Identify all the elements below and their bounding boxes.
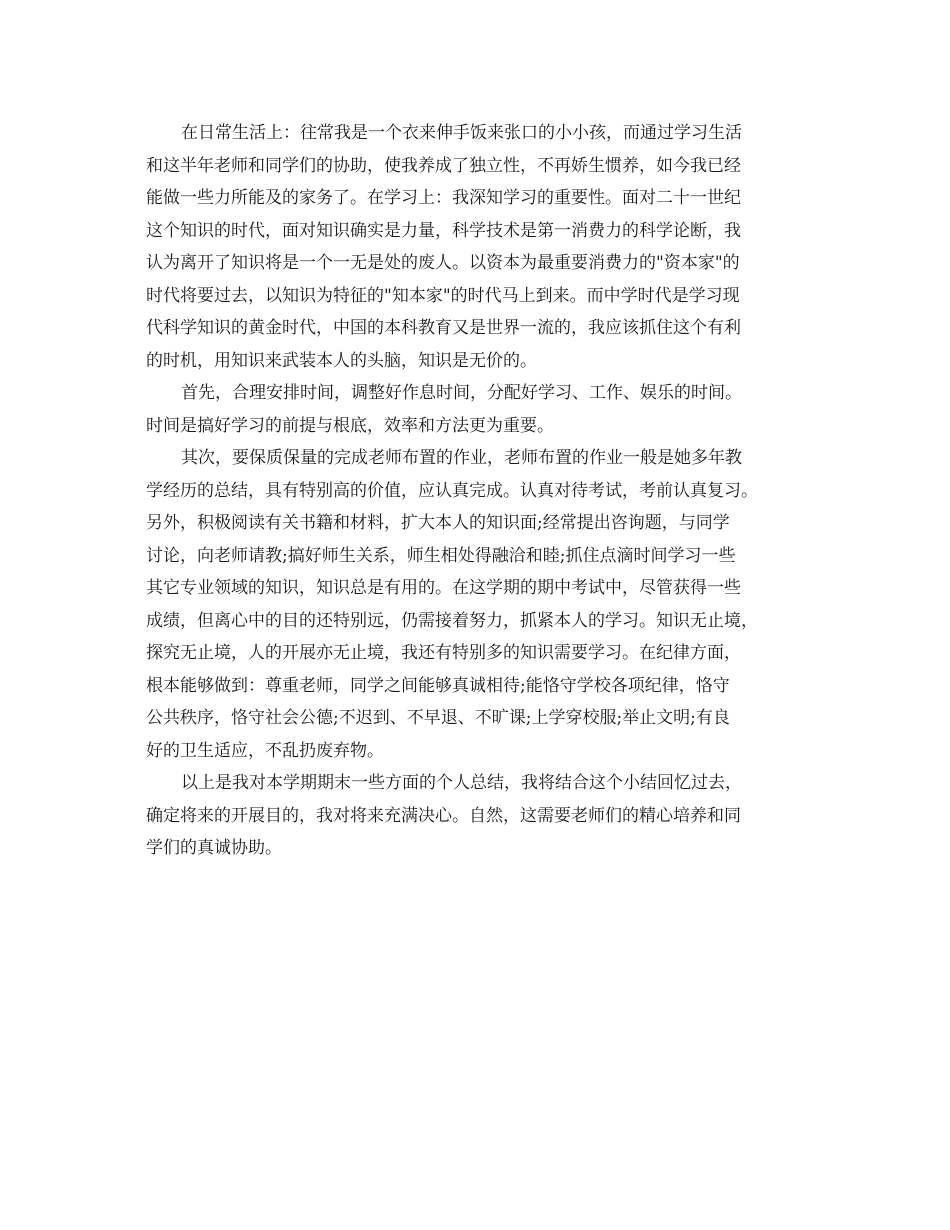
text-line: 在日常生活上：往常我是一个衣来伸手饭来张口的小小孩，而通过学习生活: [181, 123, 742, 143]
text-line: 时代将要过去，以知识为特征的"知本家"的时代马上到来。而中学时代是学习现: [146, 285, 740, 306]
text-line: 学经历的总结，具有特别高的价值，应认真完成。认真对待考试，考前认真复习。: [146, 480, 758, 501]
text-line: 另外，积极阅读有关书籍和材料，扩大本人的知识面;经常提出咨询题，与同学: [146, 513, 730, 533]
text-line: 根本能够做到：尊重老师，同学之间能够真诚相待;能恪守学校各项纪律，恪守: [146, 675, 730, 696]
text-line: 公共秩序，恪守社会公德;不迟到、不早退、不旷课;上学穿校服;举止文明;有良: [146, 708, 730, 728]
text-line: 认为离开了知识将是一个一无是处的废人。以资本为最重要消费力的"资本家"的: [146, 253, 740, 273]
text-line: 其次，要保质保量的完成老师布置的作业，老师布置的作业一般是她多年教: [181, 448, 742, 468]
text-line: 这个知识的时代，面对知识确实是力量，科学技术是第一消费力的科学论断，我: [146, 220, 741, 241]
paragraph-time-management: [146, 377, 814, 442]
text-line: 时间是搞好学习的前提与根底，效率和方法更为重要。: [146, 415, 554, 436]
text-line: 学们的真诚协助。: [146, 838, 282, 858]
text-line: 首先，合理安排时间，调整好作息时间，分配好学习、工作、娱乐的时间。: [181, 383, 742, 403]
text-line: 成绩，但离心中的目的还特别远，仍需接着努力，抓紧本人的学习。知识无止境，: [146, 610, 758, 631]
paragraph-homework-discipline: [146, 442, 814, 767]
text-line: 确定将来的开展目的，我对将来充满决心。自然，这需要老师们的精心培养和同: [146, 805, 741, 826]
text-line: 讨论，向老师请教;搞好师生关系，师生相处得融洽和睦;抓住点滴时间学习一些: [146, 545, 736, 566]
text-line: 和这半年老师和同学们的协助，使我养成了独立性，不再娇生惯养，如今我已经: [146, 155, 741, 176]
text-line: 其它专业领域的知识，知识总是有用的。在这学期的期中考试中，尽管获得一些: [146, 578, 741, 598]
text-line: 好的卫生适应，不乱扔废弃物。: [146, 740, 384, 761]
document-body: [146, 117, 814, 865]
text-line: 的时机，用知识来武装本人的头脑，知识是无价的。: [146, 350, 537, 371]
text-line: 能做一些力所能及的家务了。在学习上：我深知学习的重要性。面对二十一世纪: [146, 188, 741, 208]
paragraph-daily-life: [146, 117, 814, 377]
text-line: 代科学知识的黄金时代，中国的本科教育又是世界一流的，我应该抓住这个有利: [146, 318, 741, 338]
paragraph-conclusion: [146, 767, 814, 865]
text-line: 以上是我对本学期期末一些方面的个人总结，我将结合这个小结回忆过去，: [181, 773, 742, 793]
text-line: 探究无止境，人的开展亦无止境，我还有特别多的知识需要学习。在纪律方面，: [146, 643, 741, 663]
